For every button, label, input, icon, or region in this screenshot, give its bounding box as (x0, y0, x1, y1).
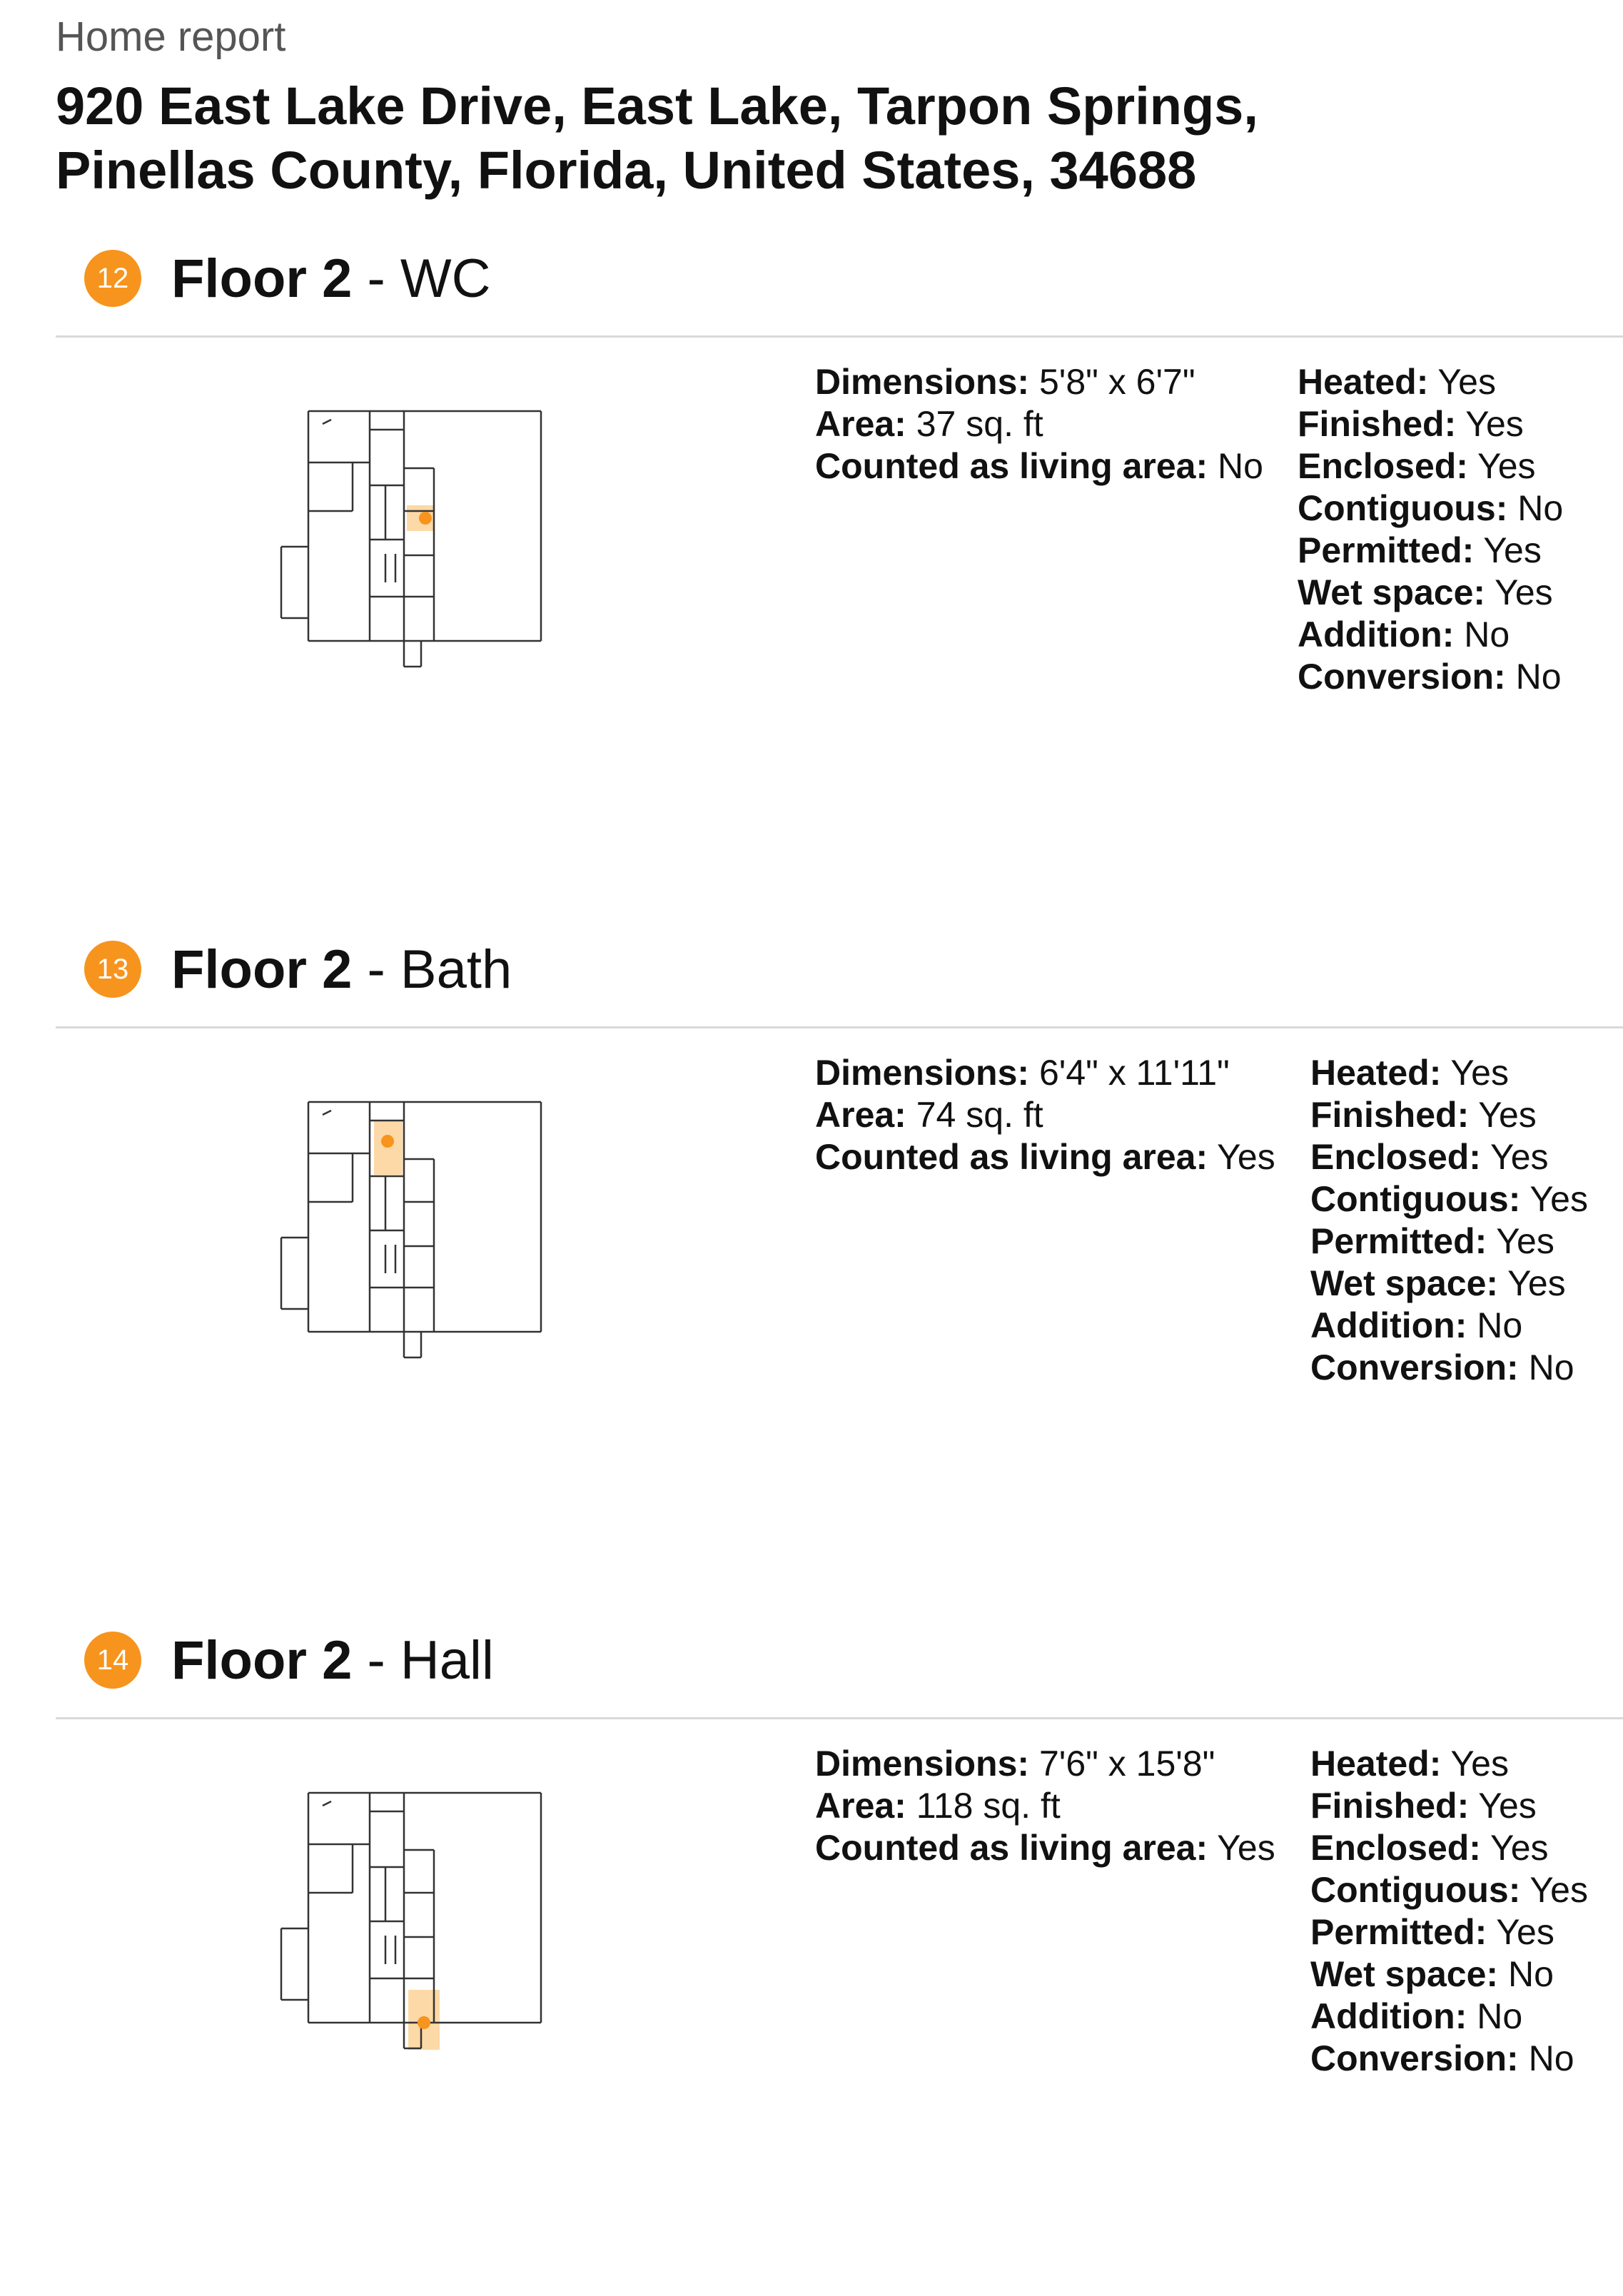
room-number-badge: 14 (84, 1632, 141, 1689)
living-area-row: Counted as living area: No (815, 446, 1263, 486)
attr-wet-space: Wet space: Yes (1310, 1263, 1566, 1303)
attr-addition: Addition: No (1310, 1996, 1523, 2036)
property-address (56, 74, 1554, 203)
room-separator: - (352, 1630, 400, 1691)
attr-enclosed: Enclosed: Yes (1310, 1137, 1549, 1177)
attr-conversion: Conversion: No (1310, 2038, 1574, 2078)
attr-addition: Addition: No (1298, 615, 1510, 654)
plan-wall (323, 420, 331, 424)
room-floor: Floor 2 (171, 939, 353, 1000)
floor-plan-drawing (278, 1073, 564, 1359)
room-title (171, 1629, 494, 1693)
plan-wall (323, 1801, 331, 1806)
room-title (171, 938, 512, 1002)
room-dimensions-block (815, 1743, 1275, 1869)
section-divider (56, 1717, 1623, 1719)
room-section-12 (0, 247, 1623, 932)
room-number-badge: 12 (84, 250, 141, 307)
attr-wet-space: Wet space: No (1310, 1954, 1554, 1994)
room-floor: Floor 2 (171, 248, 353, 309)
attr-heated: Heated: Yes (1310, 1053, 1509, 1093)
room-number-badge: 13 (84, 941, 141, 998)
living-area-row: Counted as living area: Yes (815, 1137, 1275, 1177)
room-marker (419, 512, 432, 525)
attr-finished: Finished: Yes (1310, 1095, 1537, 1135)
attr-permitted: Permitted: Yes (1310, 1221, 1554, 1261)
attr-wet-space: Wet space: Yes (1298, 572, 1553, 612)
attr-permitted: Permitted: Yes (1310, 1912, 1554, 1952)
room-separator: - (352, 939, 400, 1000)
attr-contiguous: Contiguous: Yes (1310, 1179, 1588, 1219)
living-area-row: Counted as living area: Yes (815, 1828, 1275, 1868)
attr-enclosed: Enclosed: Yes (1298, 446, 1536, 486)
section-divider (56, 1026, 1623, 1028)
room-marker (418, 2016, 430, 2029)
attr-contiguous: Contiguous: No (1298, 488, 1564, 528)
floor-plan-thumbnail (278, 383, 564, 668)
dimensions-row: Dimensions: 5'8" x 6'7" (815, 362, 1195, 402)
address-line-1: 920 East Lake Drive, East Lake, Tarpon Springs, (56, 76, 1258, 136)
section-divider (56, 335, 1623, 338)
floor-plan-thumbnail (278, 1073, 564, 1359)
attr-contiguous: Contiguous: Yes (1310, 1870, 1588, 1910)
plan-wall (323, 1111, 331, 1115)
dimensions-row: Dimensions: 6'4" x 11'11" (815, 1053, 1230, 1093)
room-section-14 (0, 1629, 1623, 2296)
attr-heated: Heated: Yes (1298, 362, 1496, 402)
room-name: Hall (400, 1630, 494, 1691)
attr-conversion: Conversion: No (1310, 1347, 1574, 1387)
address-line-2: Pinellas County, Florida, United States, 34688 (56, 141, 1197, 200)
dimensions-row: Dimensions: 7'6" x 15'8" (815, 1744, 1215, 1784)
attr-addition: Addition: No (1310, 1305, 1523, 1345)
room-floor: Floor 2 (171, 1630, 353, 1691)
attr-permitted: Permitted: Yes (1298, 530, 1542, 570)
room-dimensions-block (815, 361, 1263, 487)
room-attributes-block (1310, 1743, 1588, 2080)
floor-plan-drawing (278, 383, 564, 668)
report-label: Home report (56, 14, 286, 60)
highlighted-room (374, 1121, 403, 1175)
attr-heated: Heated: Yes (1310, 1744, 1509, 1784)
floor-plan-drawing (278, 1764, 564, 2050)
room-name: WC (400, 248, 491, 309)
attr-finished: Finished: Yes (1298, 404, 1524, 444)
room-marker (381, 1135, 394, 1148)
room-title (171, 247, 491, 311)
attr-conversion: Conversion: No (1298, 657, 1562, 697)
room-attributes-block (1298, 361, 1563, 698)
floor-plan-thumbnail (278, 1764, 564, 2050)
room-attributes-block (1310, 1052, 1588, 1389)
attr-finished: Finished: Yes (1310, 1786, 1537, 1826)
area-row: Area: 37 sq. ft (815, 404, 1043, 444)
room-section-13 (0, 938, 1623, 1623)
room-dimensions-block (815, 1052, 1275, 1178)
room-separator: - (352, 248, 400, 309)
area-row: Area: 74 sq. ft (815, 1095, 1043, 1135)
area-row: Area: 118 sq. ft (815, 1786, 1061, 1826)
room-name: Bath (400, 939, 512, 1000)
attr-enclosed: Enclosed: Yes (1310, 1828, 1549, 1868)
